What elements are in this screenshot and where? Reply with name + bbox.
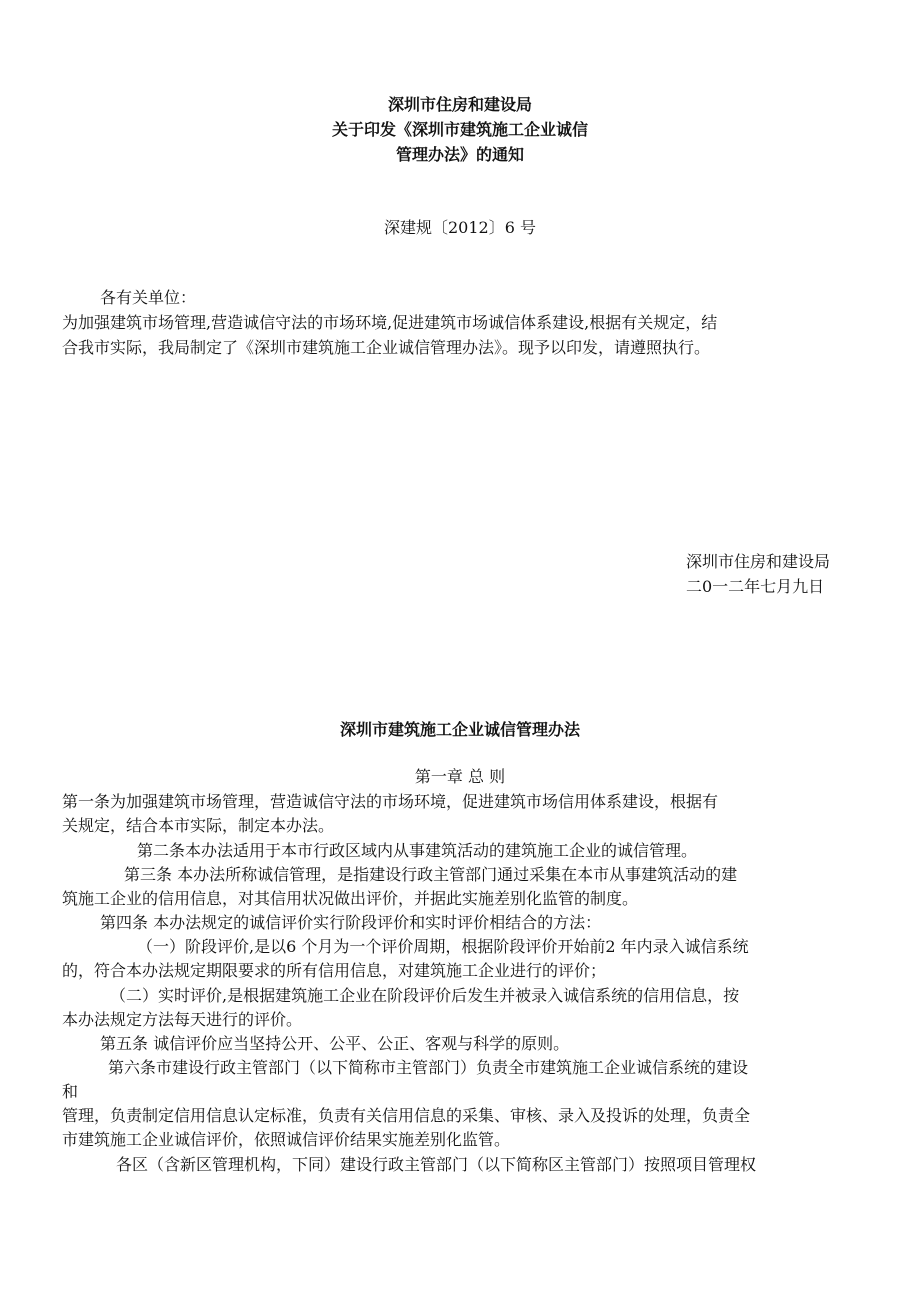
notice-title-line-1: 关于印发《深圳市建筑施工企业诚信 <box>331 120 588 139</box>
article-line: 筑施工企业的信用信息，对其信用状况做出评价，并据此实施差别化监管的制度。 <box>62 889 639 908</box>
article-line: 第一条为加强建筑市场管理，营造诚信守法的市场环境，促进建筑市场信用体系建设，根据有 <box>62 792 719 811</box>
article-line: 和 <box>62 1082 79 1101</box>
article-line: 第六条市建设行政主管部门（以下简称市主管部门）负责全市建筑施工企业诚信系统的建设 <box>108 1058 749 1077</box>
article-line: 关规定，结合本市实际，制定本办法。 <box>62 816 335 835</box>
article-line: 第三条 本办法所称诚信管理，是指建设行政主管部门通过采集在本市从事建筑活动的建 <box>124 865 738 884</box>
article-line: 管理，负责制定信用信息认定标准，负责有关信用信息的采集、审核、录入及投诉的处理，负责全 <box>62 1106 751 1125</box>
article-line: 市建筑施工企业诚信评价，依照诚信评价结果实施差别化监管。 <box>62 1130 511 1149</box>
notice-body-line-1: 为加强建筑市场管理,营造诚信守法的市场环境,促进建筑市场诚信体系建设,根据有关规定，结 <box>62 313 718 332</box>
article-line: （一）阶段评价,是以6 个月为一个评价周期，根据阶段评价开始前2 年内录入诚信系统 <box>137 937 749 956</box>
article-line: 各区（含新区管理机构，下同）建设行政主管部门（以下简称区主管部门）按照项目管理权 <box>116 1155 757 1174</box>
signature-org: 深圳市住房和建设局 <box>686 552 831 571</box>
article-line: 第二条本办法适用于本市行政区域内从事建筑活动的建筑施工企业的诚信管理。 <box>137 841 698 860</box>
notice-title-line-2: 管理办法》的通知 <box>395 145 524 164</box>
signature-date: 二0一二年七月九日 <box>686 577 825 596</box>
article-line: 第五条 诚信评价应当坚持公开、公平、公正、客观与科学的原则。 <box>100 1034 570 1053</box>
regulation-title: 深圳市建筑施工企业诚信管理办法 <box>339 720 580 739</box>
notice-body-line-2: 合我市实际，我局制定了《深圳市建筑施工企业诚信管理办法》。现予以印发，请遵照执行。 <box>62 338 711 357</box>
chapter-heading: 第一章 总 则 <box>414 767 506 786</box>
article-line: （二）实时评价,是根据建筑施工企业在阶段评价后发生并被录入诚信系统的信用信息，按 <box>110 986 740 1005</box>
salutation: 各有关单位： <box>100 288 197 307</box>
article-line: 的，符合本办法规定期限要求的所有信用信息，对建筑施工企业进行的评价； <box>62 961 607 980</box>
article-line: 本办法规定方法每天进行的评价。 <box>62 1010 303 1029</box>
document-number: 深建规〔2012〕6 号 <box>384 218 536 237</box>
article-line: 第四条 本办法规定的诚信评价实行阶段评价和实时评价相结合的方法： <box>100 913 602 932</box>
issuer-heading: 深圳市住房和建设局 <box>387 95 532 114</box>
